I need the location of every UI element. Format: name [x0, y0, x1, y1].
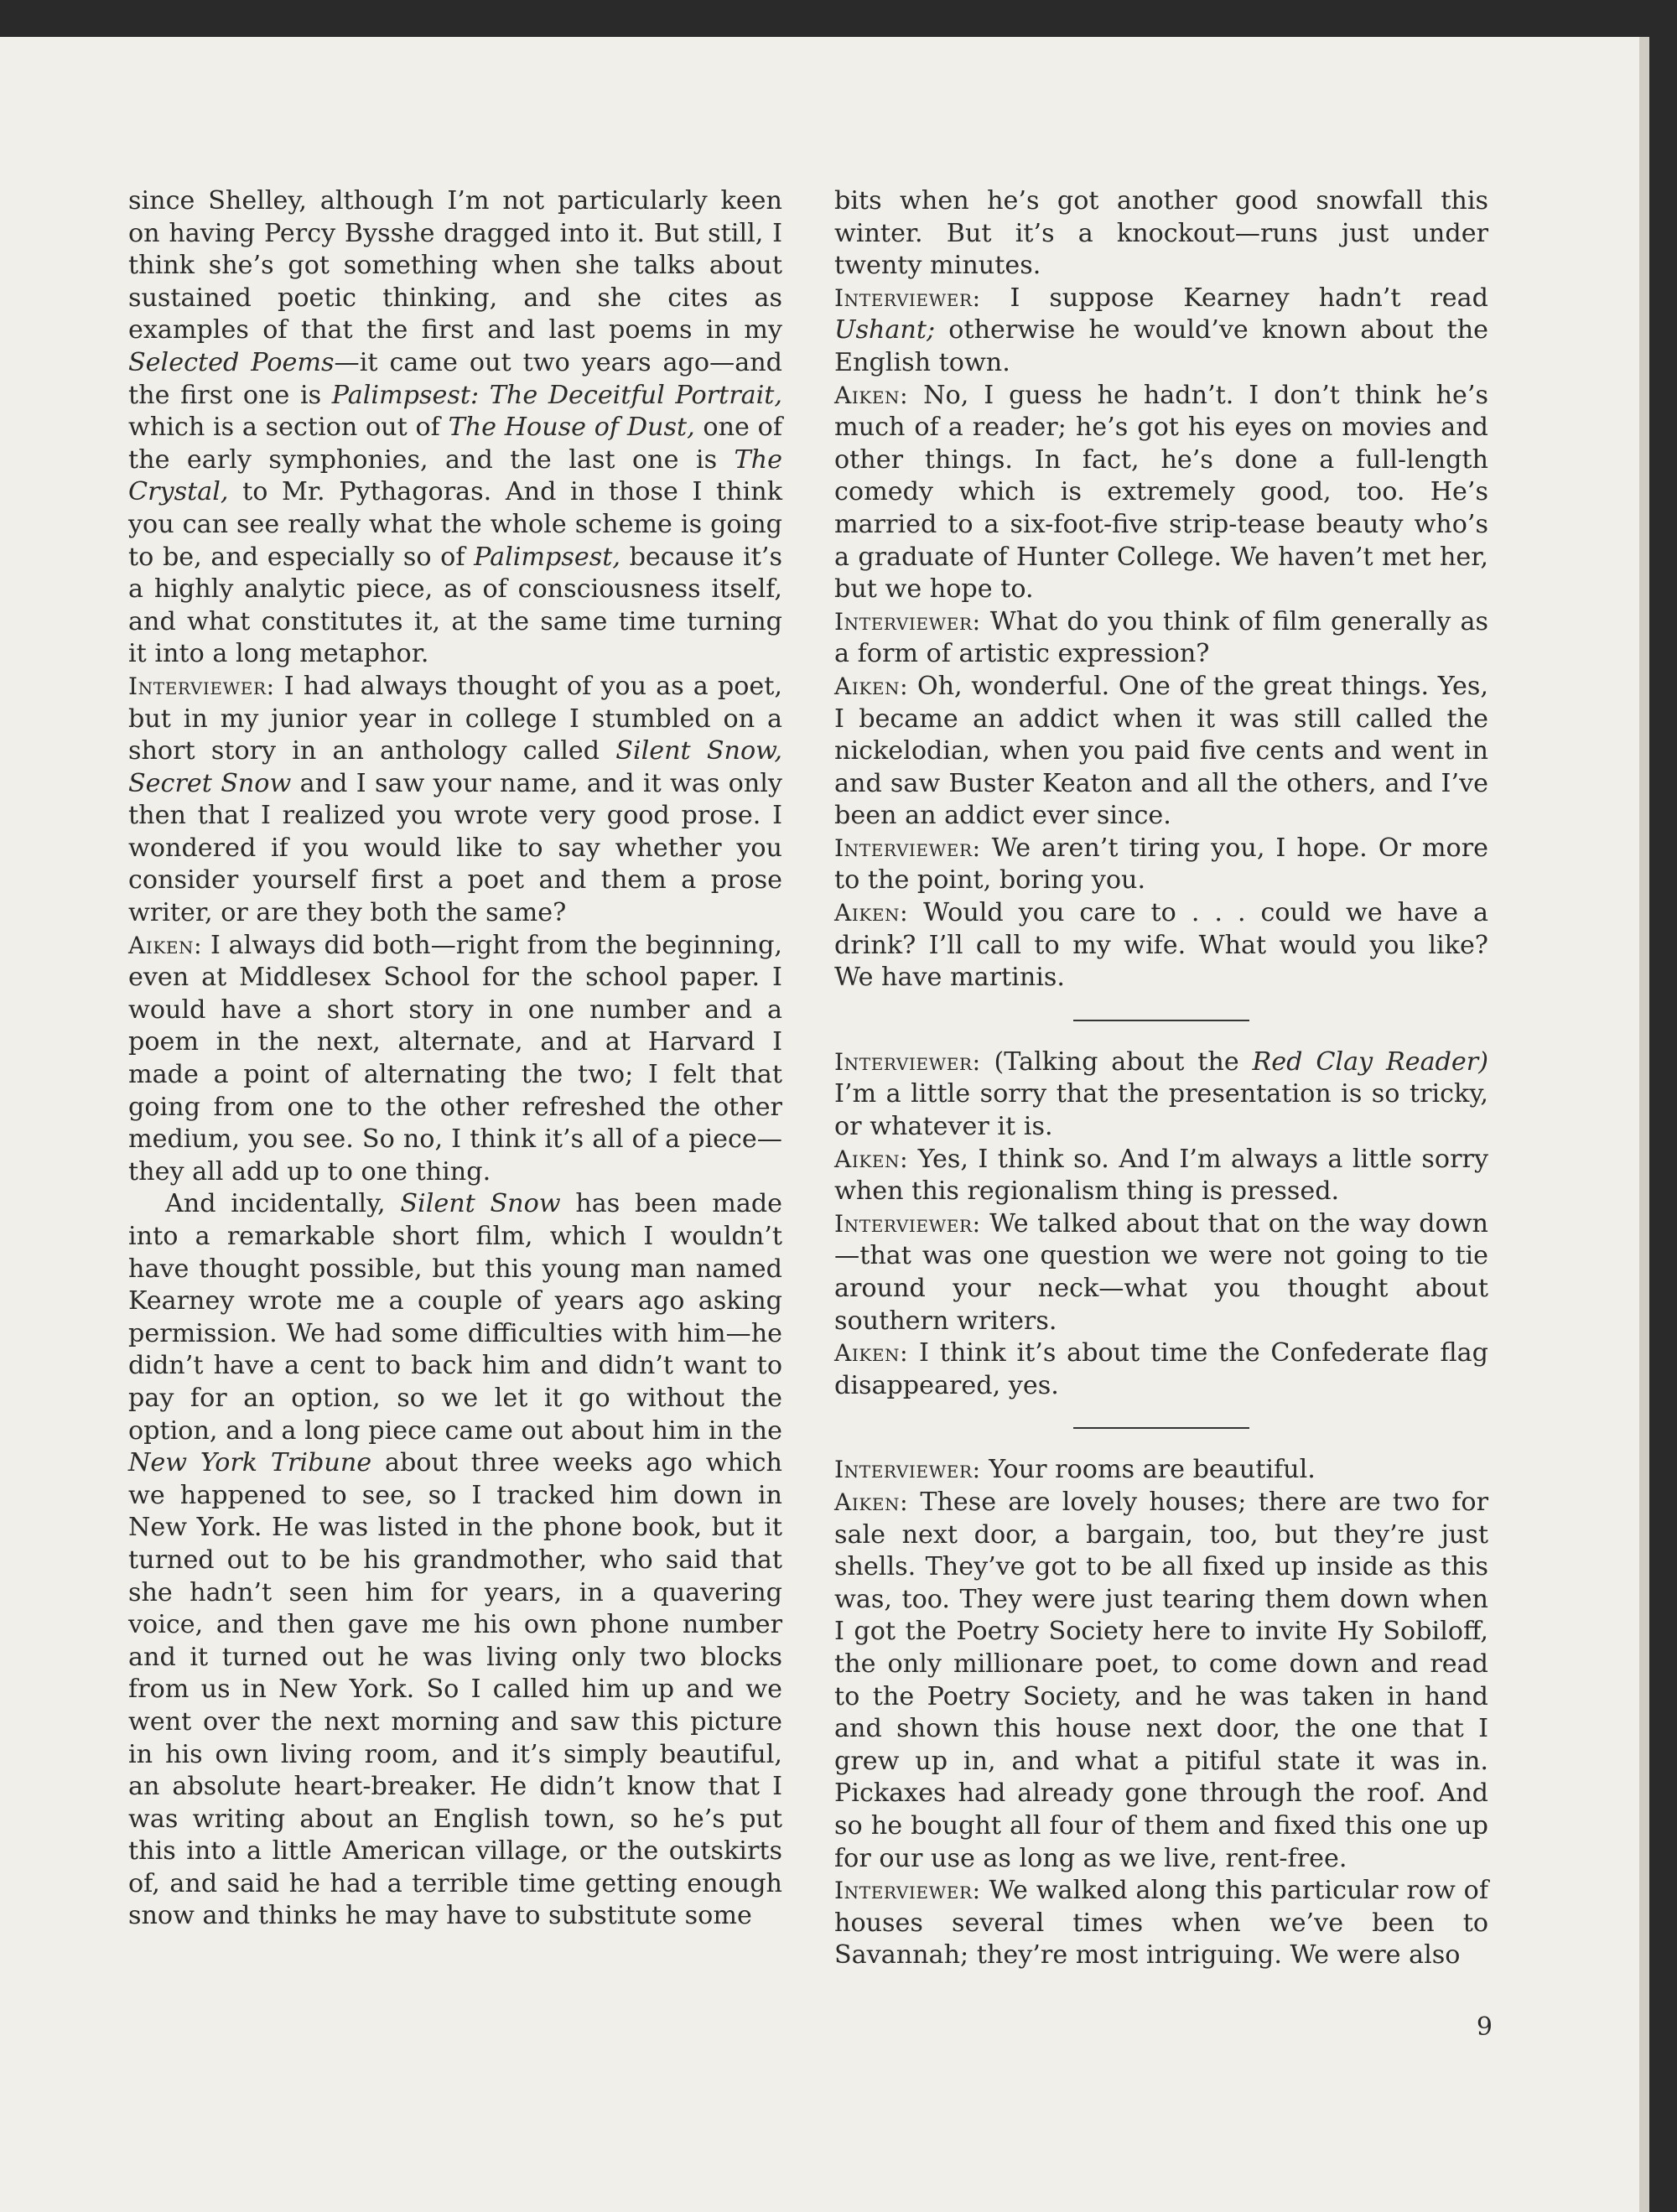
italic-title: New York Tribune: [128, 1448, 372, 1478]
text-run: and I saw your name, and it was only then that I realized you wrote very good prose. I wondered if you would like to say whether you consider yourself first a poet and them a prose writer, or are they both the same?: [128, 768, 782, 928]
text-run: We talked about that on the way down—that was one question we were not going to tie around your neck—what you thought about southern writers.: [834, 1208, 1488, 1336]
speaker-label: Interviewer:: [834, 607, 981, 636]
paragraph: [834, 1875, 1488, 1972]
text-run: otherwise he would’ve known about the English town.: [834, 315, 1488, 377]
paragraph: [834, 1208, 1488, 1337]
italic-title: Ushant;: [834, 315, 936, 345]
section-divider: [1073, 1020, 1249, 1021]
paragraph: [834, 283, 1488, 380]
text-run: —it came out two years ago—and the first one is: [128, 347, 782, 410]
text-run: Would you care to . . . could we have a drink? I’ll call to my wife. What would you like? We have martinis.: [834, 898, 1488, 993]
speaker-label: Interviewer:: [834, 833, 981, 862]
section-divider: [1073, 1427, 1249, 1429]
page-number: 9: [1476, 2012, 1493, 2042]
left-text-column: [128, 185, 782, 1933]
paragraph: [128, 671, 782, 930]
text-run: Yes, I think so. And I’m always a little sorry when this regionalism thing is pressed.: [834, 1144, 1488, 1207]
italic-title: Red Clay Reader): [1252, 1046, 1488, 1077]
speaker-label: Interviewer:: [834, 1456, 981, 1484]
paragraph: [128, 930, 782, 1189]
page-edge: [1639, 37, 1649, 2212]
speaker-label: Interviewer:: [834, 1047, 981, 1076]
paragraph: [834, 380, 1488, 606]
text-run: We aren’t tiring you, I hope. Or more to the point, boring you.: [834, 833, 1488, 896]
paragraph: [834, 1487, 1488, 1875]
text-run: which is a section out of: [128, 413, 449, 443]
speaker-label: Interviewer:: [128, 672, 275, 700]
text-run: No, I guess he hadn’t. I don’t think he’s much of a reader; he’s got his eyes on movies and other things. In fact, he’s done a full-length comedy which is extremely good, too. He’s married to a six-foot-five strip-tease beauty who’s a graduate of Hunter College. We haven’t met her, but we hope to.: [834, 380, 1488, 605]
speaker-label: Aiken:: [128, 931, 203, 959]
text-run: What do you think of film generally as a form of artistic expression?: [834, 606, 1488, 669]
text-run: to Mr. Pythagoras. And in those I think you can see really what the whole scheme is going to be, and especially so of: [128, 477, 782, 572]
italic-title: Palimpsest,: [474, 542, 620, 572]
paragraph: [834, 833, 1488, 897]
speaker-label: Aiken:: [834, 899, 909, 927]
speaker-label: Aiken:: [834, 1145, 909, 1173]
speaker-label: Aiken:: [834, 1339, 909, 1368]
text-run: I’m a little sorry that the presentation is so tricky, or whatever it is.: [834, 1079, 1488, 1142]
text-run: I always did both—right from the beginning, even at Middlesex School for the school paper. I would have a short story in one number and a poem in the next, alternate, and at Harvard I made a point of alternating the two; I felt that going from one to the other refreshed the other medium, you see. So no, I think it’s all of a piece—they all add up to one thing.: [128, 930, 782, 1186]
text-run: (Talking about the: [980, 1046, 1253, 1077]
text-run: since Shelley, although I’m not particularly keen on having Percy Bysshe dragged into it. But still, I think she’s got something when she talks about sustained poetic thinking, and she cites as examples of that the first and last poems in my: [128, 186, 782, 345]
text-run: And incidentally,: [165, 1189, 401, 1219]
italic-title: The House of Dust,: [448, 413, 695, 443]
speaker-label: Aiken:: [834, 1488, 909, 1516]
paragraph: [834, 897, 1488, 994]
italic-title: Silent Snow, Secret Snow: [128, 736, 783, 798]
italic-title: The Crystal,: [128, 444, 782, 507]
text-run: has been made into a remarkable short film, which I wouldn’t have thought possible, but this young man named Kearney wrote me a couple of years ago asking permission. We had some difficulties with him—he didn’t have a cent to back him and didn’t want to pay for an option, so we let it go without the option, and a long piece came out about him in the: [128, 1189, 783, 1446]
paragraph: [834, 606, 1488, 671]
text-run: bits when he’s got another good snowfall this winter. But it’s a knockout—runs just under twenty minutes.: [834, 186, 1488, 281]
text-run: one of the early symphonies, and the last one is: [128, 413, 782, 475]
text-run: I had always thought of you as a poet, but in my junior year in college I stumbled on a short story in an anthology called: [128, 671, 782, 766]
paragraph: [834, 1337, 1488, 1402]
text-run: I suppose Kearney hadn’t read: [980, 283, 1488, 313]
text-run: about three weeks ago which we happened to see, so I tracked him down in New York. He was listed in the phone book, but it turned out to be his grandmother, who said that she hadn’t seen him for years, in a quavering voice, and then gave me his own phone number and it turned out he was living only two blocks from us in New York. So I called him up and we went over the next morning and saw this picture in his own living room, and it’s simply beautiful, an absolute heart-breaker. He didn’t know that I was writing about an English town, so he’s put this into a little American village, or the outskirts of, and said he had a terrible time getting enough snow and thinks he may have to substitute some: [128, 1448, 782, 1931]
paragraph: [834, 1454, 1488, 1487]
text-run: I think it’s about time the Confederate flag disappeared, yes.: [834, 1338, 1488, 1400]
text-run: Oh, wonderful. One of the great things. Yes, I became an addict when it was still called the nickelodian, when you paid five cents and went in and saw Buster Keaton and all the others, and I’ve been an addict ever since.: [834, 671, 1488, 831]
italic-title: Selected Poems: [128, 347, 335, 377]
italic-title: Palimpsest: The Deceitful Portrait,: [331, 380, 782, 410]
speaker-label: Aiken:: [834, 672, 909, 700]
right-text-column: [834, 185, 1488, 1972]
speaker-label: Interviewer:: [834, 1209, 981, 1238]
text-run: These are lovely houses; there are two for sale next door, a bargain, too, but they’re just shells. They’ve got to be all fixed up inside as this was, too. They were just tearing them down when I got the Poetry Society here to invite Hy Sobiloff, the only millionare poet, to come down and read to the Poetry Society, and he was taken in hand and shown this house next door, the one that I grew up in, and what a pitiful state it was in. Pickaxes had already gone through the roof. And so he bought all four of them and fixed this one up for our use as long as we live, rent-free.: [834, 1487, 1488, 1873]
text-run: because it’s a highly analytic piece, as of consciousness itself, and what constitutes it, at the same time turning it into a long metaphor.: [128, 542, 782, 669]
text-run: We walked along this particular row of houses several times when we’ve been to Savannah; they’re most intriguing. We were also: [834, 1876, 1488, 1971]
speaker-label: Interviewer:: [834, 1877, 981, 1905]
paragraph: [834, 1046, 1488, 1144]
speaker-label: Aiken:: [834, 381, 909, 409]
paragraph: [128, 185, 782, 671]
paragraph: [834, 1144, 1488, 1208]
paragraph: [834, 185, 1488, 283]
paragraph: [834, 671, 1488, 833]
text-run: Your rooms are beautiful.: [980, 1455, 1316, 1485]
italic-title: Silent Snow: [400, 1189, 561, 1219]
paragraph: [128, 1188, 782, 1933]
speaker-label: Interviewer:: [834, 283, 981, 312]
